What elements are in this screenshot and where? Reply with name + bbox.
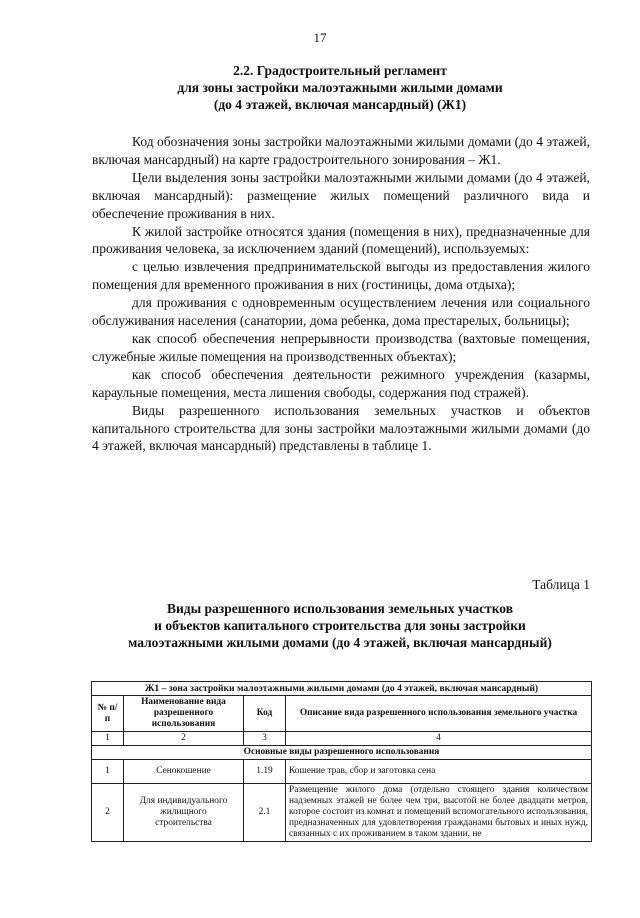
page-number: 17 — [313, 30, 327, 45]
land-use-table — [91, 681, 592, 842]
use-code: 2.1 — [244, 784, 286, 842]
section-row — [92, 746, 592, 760]
paragraph: Виды разрешенного использования земельных участков и объектов капитального строительства для зоны застройки малоэтажными жилыми домами (до 4 этажей, включая мансардный) представлены в таблице 1. — [92, 402, 590, 454]
column-number: 2 — [124, 732, 244, 746]
section-heading — [60, 62, 620, 113]
section-heading-line-3: (до 4 этажей, включая мансардный) (Ж1) — [213, 97, 467, 112]
column-header: № п/п — [92, 696, 124, 732]
column-header: Код — [244, 696, 286, 732]
section-heading-line-2: для зоны застройки малоэтажными жилыми домами — [177, 80, 503, 95]
use-description: Размещение жилого дома (отдельно стоящего здания количеством надземных этажей не более чем три, высотой не более двадцати метров, которое состоит из комнат и помещений вспомогательного использования, предназначенных для удовлетворения гражданами бытовых и иных нужд, связанных с их проживанием в таком здании, не — [286, 784, 592, 842]
table-heading-line-1: Виды разрешенного использования земельных участков — [167, 601, 513, 616]
column-number-row — [92, 732, 592, 746]
section-label: Основные виды разрешенного использования — [92, 746, 592, 760]
column-number: 3 — [244, 732, 286, 746]
table-title-row — [92, 682, 592, 696]
body-text — [92, 133, 590, 455]
table-heading-line-3: малоэтажными жилыми домами (до 4 этажей, включая мансардный) — [128, 635, 552, 650]
use-code: 1.19 — [244, 760, 286, 784]
table-label: Таблица 1 — [532, 577, 590, 592]
table-heading-line-2: и объектов капитального строительства для зоны застройки — [154, 618, 526, 633]
row-number: 1 — [92, 760, 124, 784]
table-row — [92, 784, 592, 842]
paragraph: для проживания с одновременным осуществлением лечения или социального обслуживания населения (санатории, дома ребенка, дома престарелых, больницы); — [92, 295, 590, 329]
paragraph: Код обозначения зоны застройки малоэтажными жилыми домами (до 4 этажей, включая мансардный) на карте градостроительного зонирования – Ж1. — [92, 134, 590, 167]
paragraph: Цели выделения зоны застройки малоэтажными жилыми домами (до 4 этажей, включая мансардный): размещение жилых помещений различного вида и обеспечение проживания в них. — [92, 169, 590, 221]
table-title: Ж1 – зона застройки малоэтажными жилыми домами (до 4 этажей, включая мансардный) — [92, 682, 592, 696]
use-name: Сенокошение — [124, 760, 244, 784]
use-name: Для индивидуального жилищного строительства — [124, 784, 244, 842]
column-number: 1 — [92, 732, 124, 746]
paragraph: К жилой застройке относятся здания (помещения в них), предназначенные для проживания человека, за исключением зданий (помещений), используемых: — [92, 223, 590, 257]
paragraph: с целью извлечения предпринимательской выгоды из предоставления жилого помещения для временного проживания в них (гостиницы, дома отдыха); — [92, 259, 590, 293]
table-header-row — [92, 696, 592, 732]
column-header: Описание вида разрешенного использования земельного участка — [286, 696, 592, 732]
row-number: 2 — [92, 784, 124, 842]
column-header: Наименование вида разрешенного использования — [124, 696, 244, 732]
table-heading — [60, 600, 620, 651]
section-heading-line-1: 2.2. Градостроительный регламент — [233, 63, 447, 78]
column-number: 4 — [286, 732, 592, 746]
paragraph: как способ обеспечения деятельности режимного учреждения (казармы, караульные помещения, места лишения свободы, содержания под стражей). — [92, 366, 590, 400]
table-row — [92, 760, 592, 784]
use-description: Кошение трав, сбор и заготовка сена — [286, 760, 592, 784]
paragraph: как способ обеспечения непрерывности производства (вахтовые помещения, служебные жилые помещения на производственных объектах); — [92, 330, 590, 364]
